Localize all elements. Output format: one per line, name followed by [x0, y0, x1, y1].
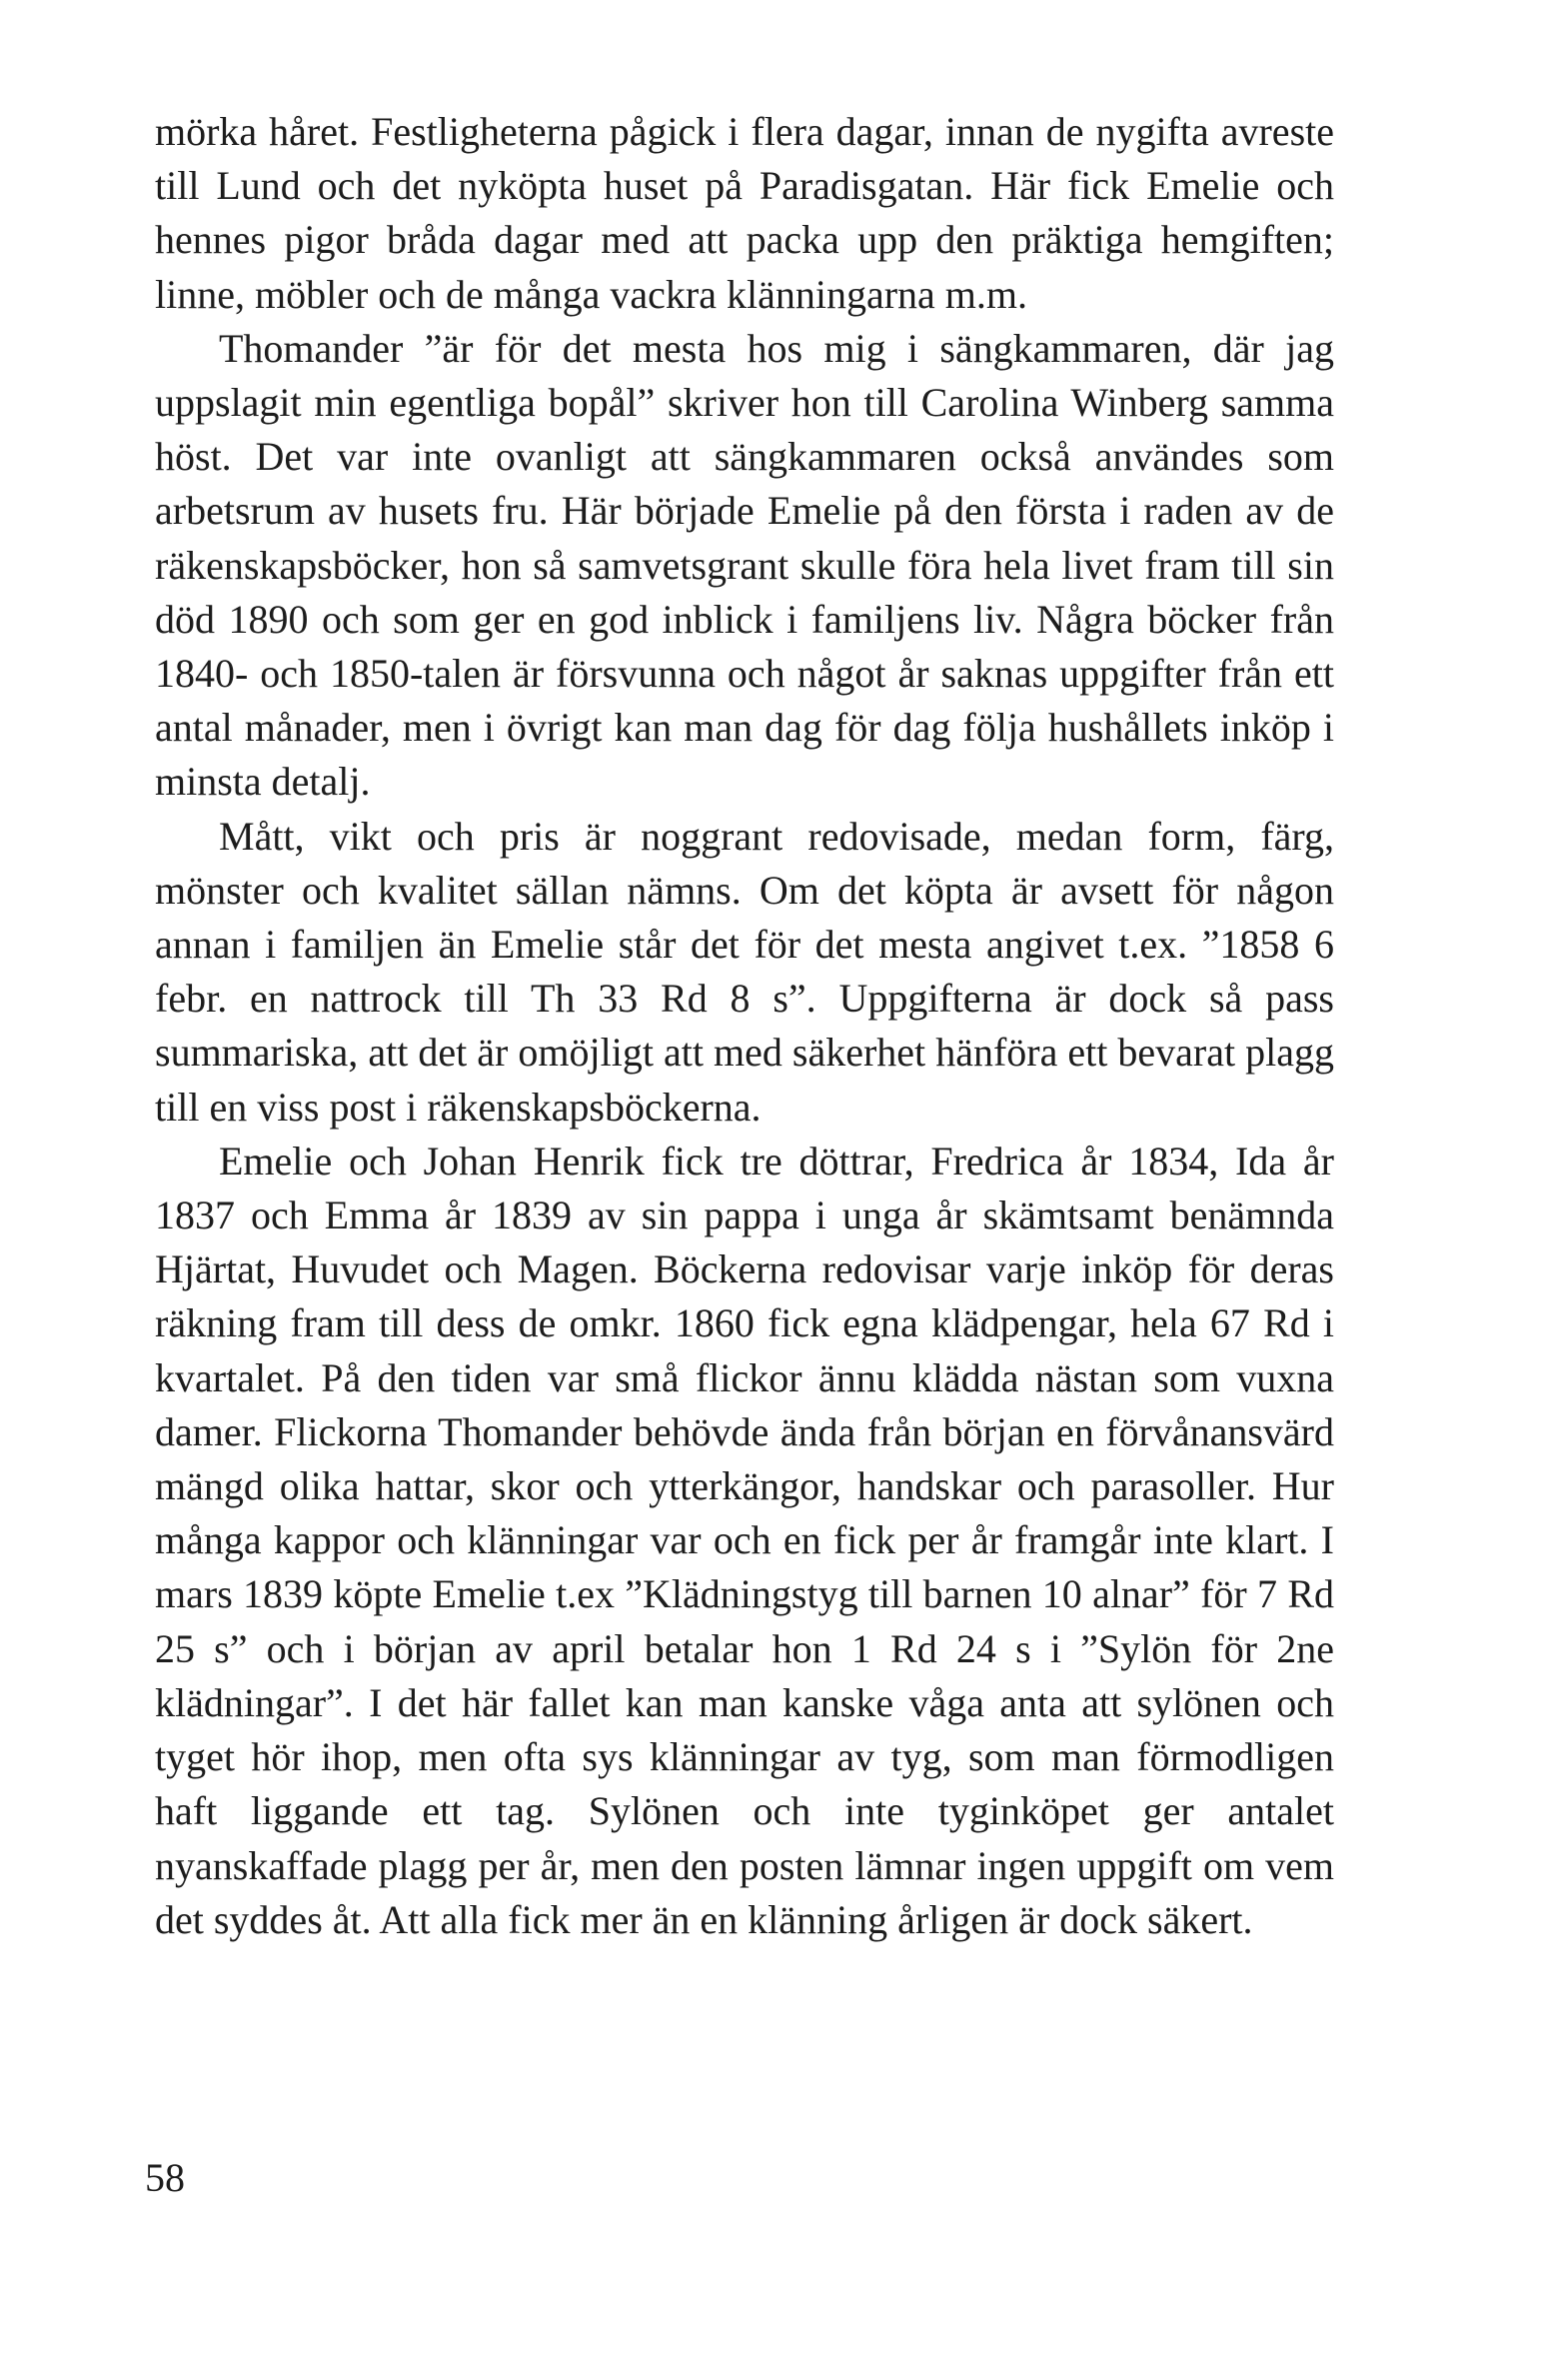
paragraph-1: mörka håret. Festligheterna pågick i flera dagar, innan de nygifta avreste till Lund och det nyköpta huset på Paradisgatan. Här fick Emelie och hennes pigor bråda dagar med att packa upp den präktiga hemgiften; linne, möbler och de många vackra klänningarna m.m.: [155, 109, 1334, 317]
paragraph-2: Thomander ”är för det mesta hos mig i sängkammaren, där jag uppslagit min egentliga bopål” skriver hon till Carolina Winberg samma höst. Det var inte ovanligt att sängkammaren också användes som arbetsrum av husets fru. Här började Emelie på den första i raden av de räkenskapsböcker, hon så samvetsgrant skulle föra hela livet fram till sin död 1890 och som ger en god inblick i familjens liv. Några böcker från 1840- och 1850-talen är försvunna och något år saknas uppgifter från ett antal månader, men i övrigt kan man dag för dag följa hushållets inköp i minsta detalj.: [155, 325, 1334, 805]
page-body: [155, 105, 1334, 1947]
paragraph-4: Emelie och Johan Henrik fick tre döttrar, Fredrica år 1834, Ida år 1837 och Emma år 1839 av sin pappa i unga år skämtsamt benämnda Hjärtat, Huvudet och Magen. Böckerna redovisar varje inköp för deras räkning fram till dess de omkr. 1860 fick egna klädpengar, hela 67 Rd i kvartalet. På den tiden var små flickor ännu klädda nästan som vuxna damer. Flickorna Thomander behövde ända från början en förvånansvärd mängd olika hattar, skor och ytterkängor, handskar och parasoller. Hur många kappor och klänningar var och en fick per år framgår inte klart. I mars 1839 köpte Emelie t.ex ”Klädningstyg till barnen 10 alnar” för 7 Rd 25 s” och i början av april betalar hon 1 Rd 24 s i ”Sylön för 2ne klädningar”. I det här fallet kan man kanske våga anta att sylönen och tyget hör ihop, men ofta sys klänningar av tyg, som man förmodligen haft liggande ett tag. Sylönen och inte tyginköpet ger antalet nyanskaffade plagg per år, men den posten lämnar ingen uppgift om vem det syddes åt. Att alla fick mer än en klänning årligen är dock säkert.: [155, 1138, 1334, 1942]
page-number: 58: [145, 2155, 185, 2200]
paragraph-3: Mått, vikt och pris är noggrant redovisade, medan form, färg, mönster och kvalitet sällan nämns. Om det köpta är avsett för någon annan i familjen än Emelie står det för det mesta angivet t.ex. ”1858 6 febr. en nattrock till Th 33 Rd 8 s”. Uppgifterna är dock så pass summariska, att det är omöjligt att med säkerhet hänföra ett bevarat plagg till en viss post i räkenskapsböckerna.: [155, 813, 1334, 1130]
